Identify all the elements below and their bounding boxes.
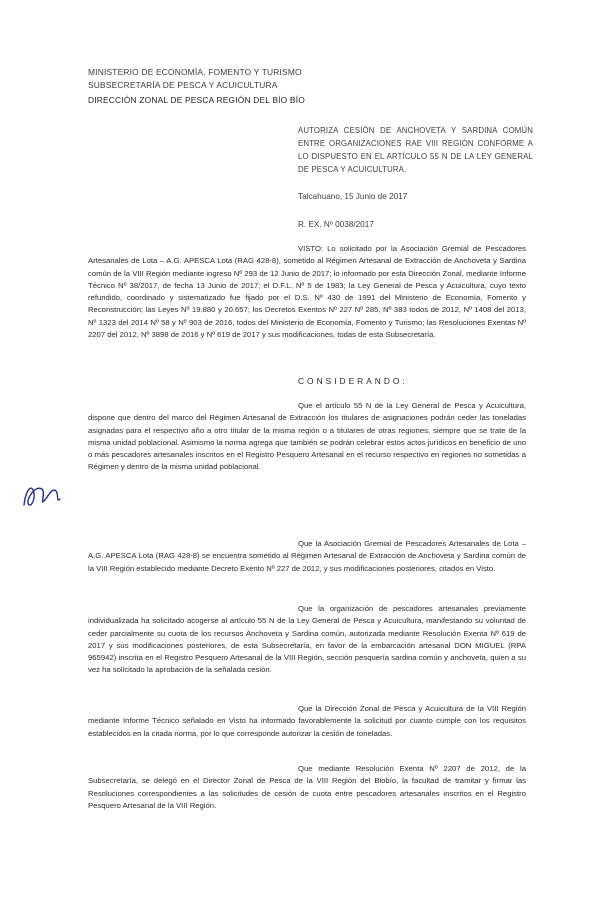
resolution-date: Talcahuano, 15 Junio de 2017 xyxy=(298,192,408,201)
resolution-number: R. EX. Nº 0038/2017 xyxy=(298,220,374,229)
considerando-text-1: Que el artículo 55 N de la Ley General de Pesca y Acuicultura, dispone que dentro del marco del Régimen Artesanal de Extracción los titulares de asignaciones podrán ceder las toneladas asignadas para el respectivo año a otro titular de la misma región o a titulares de otras regiones, siempre que se trate de la misma unidad poblacional. Asimismo la norma agrega que también se podrán celebrar estos actos jurídicos en beneficio de uno o más pescadores artesanales inscritos en el Registro Pesquero Artesanal en el recurso respectivo en regiones no sometidas a Régimen y dentro de la misma unidad poblacional. xyxy=(88,401,526,472)
considerando-text-4: Que la Dirección Zonal de Pesca y Acuicultura de la VIII Región mediante Informe Técnico señalado en Visto ha informado favorablemente la solicitud por cuanto cumple con los requisitos establecidos en la citada norma, por lo que corresponde autorizar la cesión de toneladas. xyxy=(88,704,526,738)
visto-text: VISTO: Lo solicitado por la Asociación Gremial de Pescadores Artesanales de Lota – A.G. APESCA Lota (RAG 428-8), sometido al Régimen Artesanal de Extracción de Anchoveta y Sardina común de la VIII Región mediante ingreso Nº 293 de 12 Junio de 2017; lo informado por esta Dirección Zonal, mediante Informe Técnico Nº 38/2017, de fecha 13 Junio de 2017; el D.F.L. Nº 5 de 1983; la Ley General de Pesca y Acuicultura, cuyo texto refundido, coordinado y sistematizado fue fijado por el D.S. Nº 430 de 1991 del Ministerio de Economía, Fomento y Reconstrucción; las Leyes Nº 19.880 y 20.657; los Decretos Exentos Nº 227 Nº 285, Nº 383 todos de 2012, Nº 1408 del 2013, Nº 1323 del 2014 Nº 58 y Nº 903 de 2016, todos del Ministerio de Economía, Fomento y Turismo; las Resoluciones Exentas Nº 2207 del 2012, Nº 3898 de 2016 y Nº 619 de 2017 y sus modificaciones, todas de esta Subsecretaría. xyxy=(88,244,526,340)
considerando-text-2: Que la Asociación Gremial de Pescadores Artesanales de Lota – A.G. APESCA Lota (RAG 428-8) se encuentra sometido al Régimen Artesanal de Extracción de Anchoveta y Sardina común de la VIII Región establecido mediante Decreto Exento Nº 227 de 2012, y sus modificaciones posteriores, citados en Visto. xyxy=(88,539,526,573)
considerando-paragraph-5 xyxy=(88,763,526,812)
considerando-text-3: Que la organización de pescadores artesanales previamente individualizada ha solicitado acogerse al artículo 55 N de la Ley General de Pesca y Acuicultura, manifestando su voluntad de ceder parcialmente su cuota de los recursos Anchoveta y Sardina común, autorizada mediante Resolución Exenta Nº 619 de 2017 y sus modificaciones posteriores, de esta Subsecretaría, en favor de la embarcación artesanal DON MIGUEL (RPA 965942) inscrita en el Registro Pesquero Artesanal de la VIII Región, sección pesquería sardina común y anchoveta, quien a su vez ha solicitado la aprobación de la señalada cesión. xyxy=(88,604,526,675)
resolution-title: AUTORIZA CESIÓN DE ANCHOVETA Y SARDINA COMÚN ENTRE ORGANIZACIONES RAE VIII REGIÓN CONFORME A LO DISPUESTO EN EL ARTÍCULO 55 N DE LA LEY GENERAL DE PESCA Y ACUICULTURA. xyxy=(298,126,533,174)
considerando-paragraph-3 xyxy=(88,603,526,677)
considerando-text-5: Que mediante Resolución Exenta Nº 2207 de 2012, de la Subsecretaría, se delegó en el Director Zonal de Pesca de la VIII Región del Biobío, la facultad de tramitar y firmar las Resoluciones correspondientes a las solicitudes de cesión de cuota entre pescadores artesanales inscritos en el Registro Pesquero Artesanal de la VIII Región. xyxy=(88,764,526,810)
handwritten-initials xyxy=(18,475,68,515)
header-subsecretaria: SUBSECRETARÍA DE PESCA Y ACUICULTURA xyxy=(88,80,278,90)
visto-paragraph xyxy=(88,243,526,341)
header-ministry: MINISTERIO DE ECONOMÍA, FOMENTO Y TURISMO xyxy=(88,67,302,77)
considerando-paragraph-1 xyxy=(88,400,526,474)
considerando-paragraph-2 xyxy=(88,538,526,575)
header-direccion: DIRECCIÓN ZONAL DE PESCA REGIÓN DEL BÍO BÍO xyxy=(88,95,305,105)
considerando-heading: CONSIDERANDO: xyxy=(298,376,408,386)
considerando-paragraph-4 xyxy=(88,703,526,740)
